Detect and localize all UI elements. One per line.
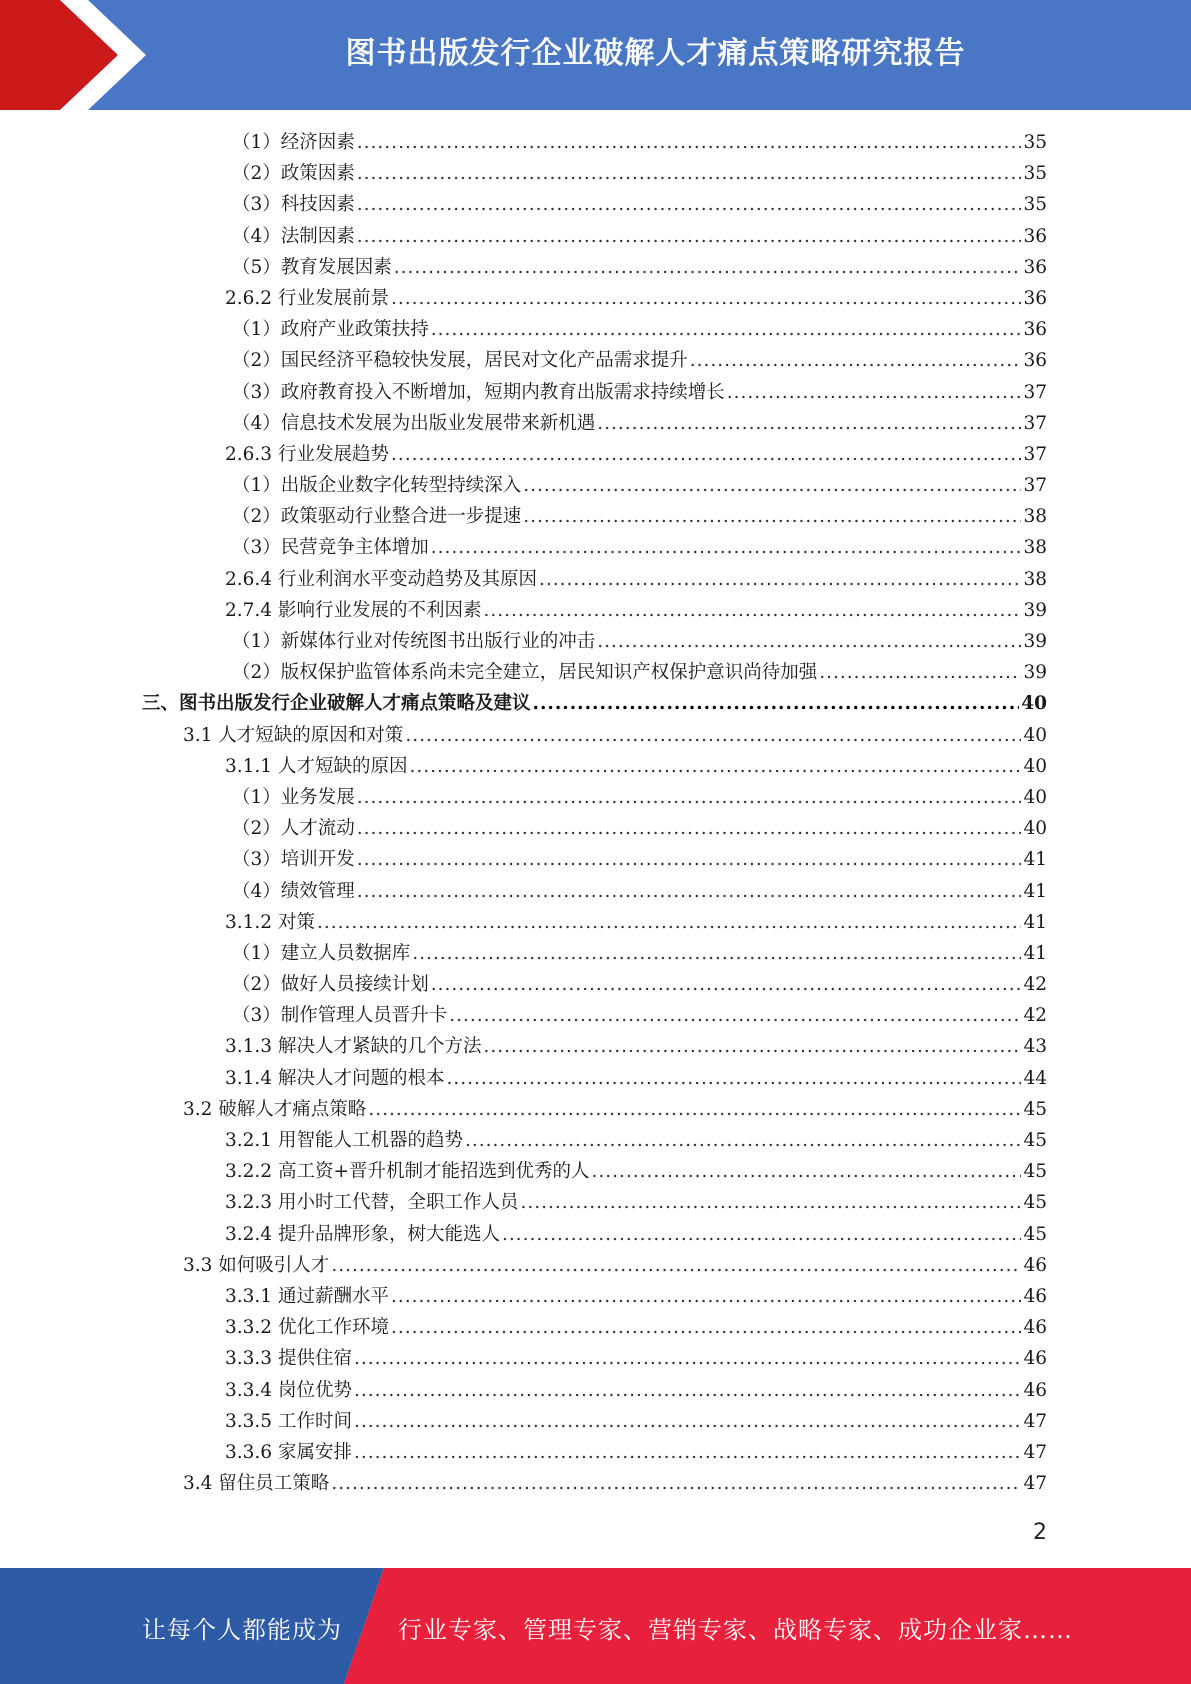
toc-entry-page: 40: [1023, 786, 1047, 808]
toc-entry-page: 36: [1023, 350, 1047, 372]
toc-dot-leader: [412, 938, 1021, 969]
toc-entry[interactable]: [0, 439, 1191, 470]
toc-entry-title: 3.2.3 用小时工代替，全职工作人员: [225, 1192, 519, 1214]
toc-entry-title: 3.2 破解人才痛点策略: [183, 1098, 367, 1120]
toc-entry-page: 46: [1023, 1285, 1047, 1307]
toc-dot-leader: [446, 1063, 1021, 1094]
footer-slogan-right: 行业专家、管理专家、营销专家、战略专家、成功企业家……: [398, 1616, 1073, 1644]
toc-entry[interactable]: [0, 345, 1191, 376]
toc-entry-title: 3.1 人才短缺的原因和对策: [183, 724, 404, 746]
toc-entry-title: （5）教育发展因素: [232, 256, 392, 278]
toc-entry-page: 37: [1023, 443, 1047, 465]
toc-dot-leader: [465, 1125, 1021, 1156]
toc-entry-page: 36: [1023, 287, 1047, 309]
toc-entry[interactable]: [0, 532, 1191, 563]
footer-slogan-left: 让每个人都能成为: [142, 1616, 342, 1644]
toc-entry-page: 44: [1023, 1067, 1047, 1089]
toc-dot-leader: [354, 1343, 1022, 1374]
table-of-contents: [0, 127, 1191, 1499]
toc-entry-title: 3.1.3 解决人才紧缺的几个方法: [225, 1036, 482, 1058]
toc-dot-leader: [523, 501, 1021, 532]
toc-entry-page: 36: [1023, 225, 1047, 247]
toc-entry-title: （1）建立人员数据库: [232, 942, 411, 964]
toc-entry-title: 3.1.4 解决人才问题的根本: [225, 1067, 445, 1089]
toc-dot-leader: [727, 377, 1022, 408]
toc-entry-title: 3.3.5 工作时间: [225, 1410, 352, 1432]
toc-entry-page: 39: [1023, 631, 1047, 652]
toc-entry-title: 3.3.1 通过薪酬水平: [225, 1285, 389, 1307]
toc-entry-title: （2）政策因素: [232, 163, 355, 185]
toc-dot-leader: [483, 1031, 1021, 1062]
toc-entry-page: 38: [1023, 506, 1047, 528]
toc-entry-title: （3）制作管理人员晋升卡: [232, 1005, 448, 1027]
toc-entry[interactable]: [0, 876, 1191, 907]
toc-dot-leader: [690, 345, 1022, 376]
toc-entry-page: 47: [1023, 1441, 1047, 1463]
toc-entry-page: 45: [1023, 1130, 1047, 1151]
toc-dot-leader: [394, 252, 1022, 283]
toc-entry[interactable]: [0, 127, 1191, 158]
toc-entry-title: （1）政府产业政策扶持: [232, 319, 429, 341]
toc-entry-page: 45: [1023, 1223, 1047, 1245]
toc-entry-page: 37: [1023, 412, 1047, 434]
toc-entry-title: （1）经济因素: [232, 132, 355, 153]
toc-entry-title: （2）政策驱动行业整合进一步提速: [232, 506, 522, 528]
toc-entry-title: 2.7.4 影响行业发展的不利因素: [225, 599, 482, 621]
toc-entry[interactable]: [0, 1219, 1191, 1250]
toc-entry-page: 36: [1023, 256, 1047, 278]
toc-dot-leader: [483, 595, 1021, 626]
toc-dot-leader: [405, 720, 1021, 751]
toc-entry-page: 46: [1023, 1317, 1047, 1339]
toc-entry[interactable]: [0, 1125, 1191, 1156]
toc-dot-leader: [523, 470, 1021, 501]
toc-entry-page: 45: [1023, 1192, 1047, 1214]
toc-entry[interactable]: [0, 1406, 1191, 1437]
toc-dot-leader: [597, 408, 1021, 439]
toc-dot-leader: [409, 751, 1021, 782]
toc-entry-page: 37: [1023, 381, 1047, 403]
toc-dot-leader: [354, 1437, 1022, 1468]
toc-entry-title: （4）绩效管理: [232, 880, 355, 902]
toc-dot-leader: [391, 1281, 1021, 1312]
toc-entry[interactable]: [0, 626, 1191, 657]
toc-entry[interactable]: [0, 158, 1191, 189]
toc-entry[interactable]: [0, 595, 1191, 626]
toc-entry-title: （2）人才流动: [232, 818, 355, 840]
toc-entry[interactable]: [0, 688, 1191, 719]
toc-entry-page: 45: [1023, 1098, 1047, 1120]
toc-entry-title: 3.2.4 提升品牌形象，树大能选人: [225, 1223, 500, 1245]
report-title: 图书出版发行企业破解人才痛点策略研究报告: [345, 36, 966, 71]
toc-dot-leader: [354, 1406, 1022, 1437]
toc-entry-page: 45: [1023, 1161, 1047, 1183]
toc-dot-leader: [539, 564, 1021, 595]
toc-dot-leader: [431, 969, 1022, 1000]
toc-dot-leader: [431, 314, 1022, 345]
toc-entry-title: （3）政府教育投入不断增加，短期内教育出版需求持续增长: [232, 381, 725, 403]
toc-entry[interactable]: [0, 189, 1191, 220]
toc-entry-title: 3.1.1 人才短缺的原因: [225, 755, 408, 777]
toc-dot-leader: [391, 283, 1021, 314]
toc-entry-title: 3.4 留住员工策略: [183, 1473, 330, 1495]
page-footer: [0, 1568, 1191, 1684]
toc-dot-leader: [391, 439, 1021, 470]
toc-entry[interactable]: [0, 1312, 1191, 1343]
toc-entry[interactable]: [0, 283, 1191, 314]
toc-entry-page: 43: [1023, 1036, 1047, 1058]
toc-entry-page: 41: [1023, 880, 1047, 902]
toc-dot-leader: [533, 688, 1020, 719]
toc-entry-title: （4）法制因素: [232, 225, 355, 247]
toc-dot-leader: [357, 844, 1022, 875]
toc-entry-page: 41: [1023, 849, 1047, 871]
toc-entry[interactable]: [0, 969, 1191, 1000]
toc-dot-leader: [331, 1468, 1021, 1499]
toc-entry-title: （2）做好人员接续计划: [232, 974, 429, 996]
toc-entry[interactable]: [0, 938, 1191, 969]
toc-entry-page: 41: [1023, 942, 1047, 964]
toc-entry-page: 39: [1023, 662, 1047, 684]
toc-dot-leader: [357, 221, 1022, 252]
toc-dot-leader: [357, 782, 1022, 813]
toc-entry[interactable]: [0, 221, 1191, 252]
toc-dot-leader: [357, 158, 1022, 189]
toc-entry[interactable]: [0, 470, 1191, 501]
toc-entry[interactable]: [0, 564, 1191, 595]
toc-entry-title: 2.6.2 行业发展前景: [225, 287, 389, 309]
toc-entry-title: （4）信息技术发展为出版业发展带来新机遇: [232, 412, 596, 434]
toc-entry-page: 35: [1023, 132, 1047, 153]
toc-entry-page: 36: [1023, 319, 1047, 341]
page-number: 2: [1033, 1520, 1047, 1545]
toc-entry[interactable]: [0, 1000, 1191, 1031]
toc-entry[interactable]: [0, 1468, 1191, 1499]
toc-entry-title: （3）民营竞争主体增加: [232, 537, 429, 559]
toc-dot-leader: [357, 127, 1022, 158]
toc-entry[interactable]: [0, 377, 1191, 408]
toc-entry-title: 3.3.2 优化工作环境: [225, 1317, 389, 1339]
toc-entry[interactable]: [0, 1437, 1191, 1468]
toc-entry-page: 47: [1023, 1473, 1047, 1495]
toc-entry-page: 46: [1023, 1254, 1047, 1276]
toc-entry-page: 42: [1023, 1005, 1047, 1027]
page-header: [0, 0, 1191, 110]
toc-dot-leader: [357, 813, 1022, 844]
toc-entry-title: 3.1.2 对策: [225, 911, 315, 933]
toc-entry-title: （3）科技因素: [232, 194, 355, 216]
toc-entry-title: 3.3 如何吸引人才: [183, 1254, 330, 1276]
toc-entry-title: 3.3.4 岗位优势: [225, 1379, 352, 1401]
toc-entry-title: （1）业务发展: [232, 786, 355, 808]
toc-entry[interactable]: [0, 1156, 1191, 1187]
toc-entry-page: 40: [1023, 818, 1047, 840]
toc-entry[interactable]: [0, 314, 1191, 345]
toc-entry-page: 46: [1023, 1348, 1047, 1370]
toc-entry-page: 38: [1023, 568, 1047, 590]
toc-dot-leader: [357, 189, 1022, 220]
toc-entry-page: 42: [1023, 974, 1047, 996]
toc-entry-page: 38: [1023, 537, 1047, 559]
toc-entry[interactable]: [0, 1187, 1191, 1218]
toc-entry[interactable]: [0, 1343, 1191, 1374]
toc-entry-page: 47: [1023, 1410, 1047, 1432]
toc-entry[interactable]: [0, 751, 1191, 782]
toc-entry-title: 3.3.6 家属安排: [225, 1441, 352, 1463]
toc-entry-title: （1）出版企业数字化转型持续深入: [232, 475, 522, 497]
toc-entry-page: 35: [1023, 163, 1047, 185]
toc-entry-title: 3.2.2 高工资+晋升机制才能招选到优秀的人: [225, 1161, 590, 1183]
toc-dot-leader: [368, 1094, 1021, 1125]
toc-entry[interactable]: [0, 1094, 1191, 1125]
toc-entry[interactable]: [0, 408, 1191, 439]
toc-dot-leader: [391, 1312, 1021, 1343]
toc-entry-page: 46: [1023, 1379, 1047, 1401]
toc-entry-page: 40: [1023, 724, 1047, 746]
toc-dot-leader: [431, 532, 1022, 563]
toc-dot-leader: [317, 907, 1022, 938]
toc-entry-title: 3.2.1 用智能人工机器的趋势: [225, 1130, 463, 1151]
toc-entry[interactable]: [0, 501, 1191, 532]
toc-entry[interactable]: [0, 1063, 1191, 1094]
toc-entry[interactable]: [0, 813, 1191, 844]
toc-entry[interactable]: [0, 907, 1191, 938]
toc-dot-leader: [520, 1187, 1021, 1218]
toc-entry-title: 2.6.4 行业利润水平变动趋势及其原因: [225, 568, 537, 590]
toc-entry[interactable]: [0, 1250, 1191, 1281]
toc-entry[interactable]: [0, 1031, 1191, 1062]
toc-dot-leader: [819, 657, 1021, 688]
toc-entry-title: （3）培训开发: [232, 849, 355, 871]
toc-entry-title: 三、图书出版发行企业破解人才痛点策略及建议: [142, 693, 531, 715]
toc-entry-page: 40: [1021, 693, 1047, 715]
toc-dot-leader: [502, 1219, 1021, 1250]
toc-entry-title: 2.6.3 行业发展趋势: [225, 443, 389, 465]
toc-entry[interactable]: [0, 657, 1191, 688]
toc-entry[interactable]: [0, 720, 1191, 751]
toc-entry[interactable]: [0, 1375, 1191, 1406]
toc-dot-leader: [331, 1250, 1021, 1281]
toc-dot-leader: [449, 1000, 1021, 1031]
toc-entry[interactable]: [0, 1281, 1191, 1312]
toc-entry-page: 41: [1023, 911, 1047, 933]
toc-dot-leader: [591, 1156, 1021, 1187]
toc-dot-leader: [354, 1375, 1022, 1406]
toc-entry-page: 39: [1023, 599, 1047, 621]
toc-entry-page: 40: [1023, 755, 1047, 777]
toc-entry-title: （2）国民经济平稳较快发展，居民对文化产品需求提升: [232, 350, 688, 372]
toc-entry[interactable]: [0, 844, 1191, 875]
toc-entry-page: 35: [1023, 194, 1047, 216]
toc-entry[interactable]: [0, 252, 1191, 283]
toc-entry-page: 37: [1023, 475, 1047, 497]
toc-dot-leader: [357, 876, 1022, 907]
toc-entry[interactable]: [0, 782, 1191, 813]
toc-entry-title: （1）新媒体行业对传统图书出版行业的冲击: [232, 631, 596, 652]
toc-entry-title: （2）版权保护监管体系尚未完全建立，居民知识产权保护意识尚待加强: [232, 662, 818, 684]
toc-entry-title: 3.3.3 提供住宿: [225, 1348, 352, 1370]
toc-dot-leader: [597, 626, 1021, 657]
